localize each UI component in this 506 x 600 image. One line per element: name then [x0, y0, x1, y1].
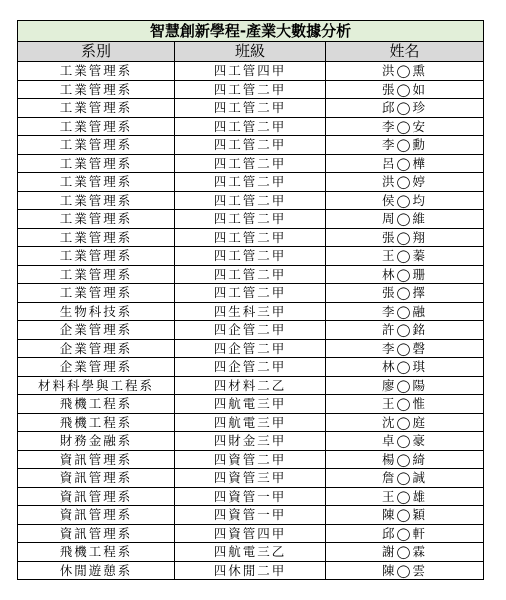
table-row	[18, 524, 484, 543]
cell-name: 王◯雄	[326, 487, 484, 506]
cell-name: 廖◯陽	[326, 376, 484, 395]
table-row	[18, 450, 484, 469]
header-class: 班級	[175, 42, 326, 62]
cell-name: 王◯惟	[326, 395, 484, 414]
table-row	[18, 376, 484, 395]
table-row	[18, 358, 484, 377]
cell-department: 工業管理系	[18, 228, 175, 247]
cell-name: 周◯維	[326, 210, 484, 229]
cell-name: 洪◯熏	[326, 62, 484, 81]
table-row	[18, 154, 484, 173]
table-row	[18, 117, 484, 136]
cell-class: 四資管二甲	[175, 450, 326, 469]
cell-class: 四工管二甲	[175, 80, 326, 99]
cell-class: 四工管二甲	[175, 136, 326, 155]
cell-class: 四工管二甲	[175, 210, 326, 229]
cell-department: 生物科技系	[18, 302, 175, 321]
cell-department: 飛機工程系	[18, 395, 175, 414]
cell-name: 陳◯雲	[326, 561, 484, 580]
cell-class: 四工管四甲	[175, 62, 326, 81]
cell-department: 材料科學與工程系	[18, 376, 175, 395]
cell-class: 四工管二甲	[175, 265, 326, 284]
table-row	[18, 210, 484, 229]
cell-name: 張◯擇	[326, 284, 484, 303]
cell-class: 四企管二甲	[175, 358, 326, 377]
cell-department: 工業管理系	[18, 210, 175, 229]
table-row	[18, 469, 484, 488]
cell-name: 張◯翔	[326, 228, 484, 247]
cell-class: 四資管一甲	[175, 506, 326, 525]
header-department: 系別	[18, 42, 175, 62]
cell-department: 企業管理系	[18, 321, 175, 340]
cell-class: 四資管一甲	[175, 487, 326, 506]
cell-name: 邱◯軒	[326, 524, 484, 543]
cell-name: 邱◯珍	[326, 99, 484, 118]
cell-name: 洪◯婷	[326, 173, 484, 192]
cell-class: 四工管二甲	[175, 228, 326, 247]
cell-department: 工業管理系	[18, 191, 175, 210]
table-title: 智慧創新學程-產業大數據分析	[18, 21, 484, 42]
table-row	[18, 302, 484, 321]
cell-class: 四航電三甲	[175, 413, 326, 432]
cell-department: 財務金融系	[18, 432, 175, 451]
cell-name: 楊◯綺	[326, 450, 484, 469]
cell-class: 四工管二甲	[175, 117, 326, 136]
table-row	[18, 432, 484, 451]
cell-department: 工業管理系	[18, 173, 175, 192]
table-row	[18, 247, 484, 266]
cell-class: 四工管二甲	[175, 247, 326, 266]
cell-department: 工業管理系	[18, 154, 175, 173]
roster-table	[17, 20, 484, 580]
cell-department: 資訊管理系	[18, 469, 175, 488]
cell-department: 企業管理系	[18, 339, 175, 358]
cell-department: 企業管理系	[18, 358, 175, 377]
cell-department: 飛機工程系	[18, 543, 175, 562]
cell-class: 四資管四甲	[175, 524, 326, 543]
cell-name: 李◯磬	[326, 339, 484, 358]
cell-department: 飛機工程系	[18, 413, 175, 432]
table-row	[18, 339, 484, 358]
cell-name: 沈◯庭	[326, 413, 484, 432]
cell-department: 休閒遊憩系	[18, 561, 175, 580]
cell-department: 工業管理系	[18, 80, 175, 99]
table-row	[18, 561, 484, 580]
table-row	[18, 136, 484, 155]
cell-class: 四航電三乙	[175, 543, 326, 562]
cell-class: 四航電三甲	[175, 395, 326, 414]
cell-class: 四工管二甲	[175, 191, 326, 210]
table-row	[18, 284, 484, 303]
cell-department: 工業管理系	[18, 117, 175, 136]
cell-class: 四企管二甲	[175, 321, 326, 340]
cell-class: 四生科三甲	[175, 302, 326, 321]
cell-class: 四材料二乙	[175, 376, 326, 395]
table-body	[18, 62, 484, 580]
cell-department: 工業管理系	[18, 284, 175, 303]
cell-class: 四工管二甲	[175, 173, 326, 192]
table-row	[18, 80, 484, 99]
table-row	[18, 99, 484, 118]
table-row	[18, 228, 484, 247]
table-row	[18, 265, 484, 284]
table-row	[18, 413, 484, 432]
header-row	[18, 42, 484, 62]
cell-department: 工業管理系	[18, 99, 175, 118]
cell-name: 呂◯樺	[326, 154, 484, 173]
cell-name: 李◯安	[326, 117, 484, 136]
cell-class: 四工管二甲	[175, 154, 326, 173]
cell-name: 卓◯豪	[326, 432, 484, 451]
cell-name: 許◯銘	[326, 321, 484, 340]
table-row	[18, 543, 484, 562]
cell-department: 工業管理系	[18, 265, 175, 284]
table-row	[18, 321, 484, 340]
cell-department: 資訊管理系	[18, 524, 175, 543]
cell-class: 四資管三甲	[175, 469, 326, 488]
cell-department: 工業管理系	[18, 62, 175, 81]
title-row	[18, 21, 484, 42]
header-name: 姓名	[326, 42, 484, 62]
cell-name: 詹◯誠	[326, 469, 484, 488]
cell-name: 張◯如	[326, 80, 484, 99]
cell-class: 四工管二甲	[175, 99, 326, 118]
cell-name: 李◯勳	[326, 136, 484, 155]
cell-name: 謝◯霖	[326, 543, 484, 562]
cell-name: 王◯蓁	[326, 247, 484, 266]
cell-name: 林◯珊	[326, 265, 484, 284]
cell-class: 四企管二甲	[175, 339, 326, 358]
cell-name: 陳◯穎	[326, 506, 484, 525]
cell-name: 林◯琪	[326, 358, 484, 377]
cell-department: 資訊管理系	[18, 487, 175, 506]
table-row	[18, 62, 484, 81]
cell-name: 李◯融	[326, 302, 484, 321]
table-row	[18, 506, 484, 525]
cell-class: 四休閒二甲	[175, 561, 326, 580]
cell-class: 四工管二甲	[175, 284, 326, 303]
cell-class: 四財金三甲	[175, 432, 326, 451]
table-row	[18, 487, 484, 506]
cell-department: 資訊管理系	[18, 450, 175, 469]
cell-department: 工業管理系	[18, 136, 175, 155]
table-row	[18, 395, 484, 414]
table-row	[18, 173, 484, 192]
cell-department: 工業管理系	[18, 247, 175, 266]
cell-name: 侯◯均	[326, 191, 484, 210]
table-row	[18, 191, 484, 210]
cell-department: 資訊管理系	[18, 506, 175, 525]
